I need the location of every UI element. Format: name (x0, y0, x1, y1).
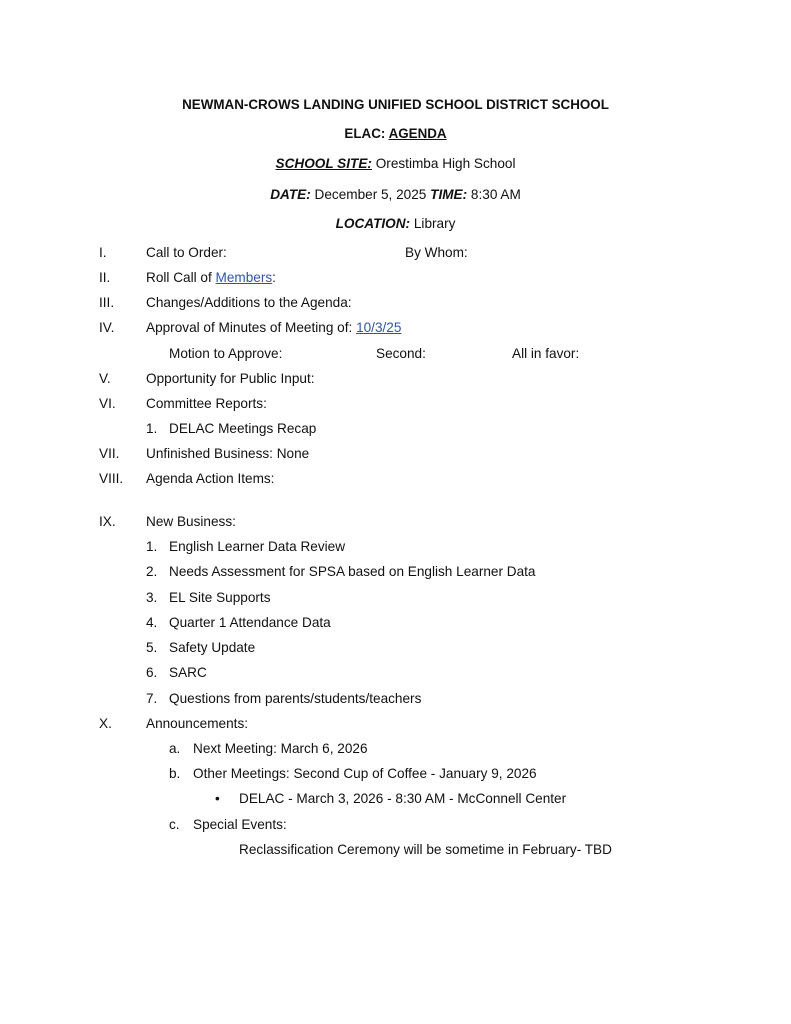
item-text: New Business: (146, 514, 236, 529)
item-number: VIII. (99, 471, 124, 486)
item-number: VII. (99, 446, 120, 461)
elac-agenda-heading (0, 126, 791, 141)
roll-call-prefix: Roll Call of (146, 270, 216, 285)
list-text: DELAC Meetings Recap (169, 421, 317, 436)
district-title: NEWMAN-CROWS LANDING UNIFIED SCHOOL DISTRICT SCHOOL (182, 97, 609, 112)
item-text: Unfinished Business: None (146, 446, 310, 461)
list-text: Other Meetings: Second Cup of Coffee - January 9, 2026 (193, 766, 537, 781)
school-site-value: Orestimba High School (375, 156, 516, 171)
list-text: Safety Update (169, 640, 256, 655)
item-text: Changes/Additions to the Agenda: (146, 295, 352, 310)
agenda-label: AGENDA (388, 126, 447, 141)
item-text: Agenda Action Items: (146, 471, 275, 486)
item-text: Committee Reports: (146, 396, 267, 411)
list-letter: c. (169, 817, 180, 832)
by-whom-label: By Whom: (405, 245, 468, 260)
motion-to-approve-label: Motion to Approve: (169, 346, 283, 361)
school-site-label: SCHOOL SITE: (275, 156, 372, 171)
item-number: II. (99, 270, 111, 285)
members-link[interactable]: Members (215, 270, 273, 285)
bullet-icon: • (215, 791, 220, 806)
item-number: IX. (99, 514, 116, 529)
list-letter: b. (169, 766, 181, 781)
date-time-line (0, 187, 791, 202)
item-number: V. (99, 371, 111, 386)
date-label: DATE: (270, 187, 311, 202)
item-number: VI. (99, 396, 116, 411)
list-number: 3. (146, 590, 158, 605)
list-text: DELAC - March 3, 2026 - 8:30 AM - McConnell Center (239, 791, 567, 806)
location-value: Library (413, 216, 456, 231)
item-text: Call to Order: (146, 245, 227, 260)
list-number: 2. (146, 564, 158, 579)
item-number: X. (99, 716, 112, 731)
list-text: Next Meeting: March 6, 2026 (193, 741, 368, 756)
list-number: 6. (146, 665, 158, 680)
second-label: Second: (376, 346, 426, 361)
item-text (146, 270, 276, 285)
time-value: 8:30 AM (470, 187, 521, 202)
list-text: Quarter 1 Attendance Data (169, 615, 331, 630)
special-event-note: Reclassification Ceremony will be sometime in February- TBD (239, 842, 612, 857)
item-text: Announcements: (146, 716, 249, 731)
school-site-line (0, 156, 791, 171)
list-text: Special Events: (193, 817, 287, 832)
item-number: III. (99, 295, 115, 310)
list-text: EL Site Supports (169, 590, 271, 605)
list-letter: a. (169, 741, 181, 756)
item-text (146, 320, 401, 335)
roll-call-suffix: : (272, 270, 276, 285)
item-number: I. (99, 245, 107, 260)
item-text: Opportunity for Public Input: (146, 371, 315, 386)
list-number: 1. (146, 421, 158, 436)
location-label: LOCATION: (335, 216, 411, 231)
list-text: SARC (169, 665, 207, 680)
list-text: Needs Assessment for SPSA based on English Learner Data (169, 564, 536, 579)
list-number: 1. (146, 539, 158, 554)
approval-prefix: Approval of Minutes of Meeting of: (146, 320, 357, 335)
elac-label: ELAC: (344, 126, 386, 141)
minutes-date-link[interactable]: 10/3/25 (356, 320, 402, 335)
item-number: IV. (99, 320, 115, 335)
list-text: Questions from parents/students/teachers (169, 691, 422, 706)
list-number: 7. (146, 691, 158, 706)
all-in-favor-label: All in favor: (512, 346, 580, 361)
list-text: English Learner Data Review (169, 539, 346, 554)
list-number: 5. (146, 640, 158, 655)
time-label: TIME: (430, 187, 468, 202)
location-line (0, 216, 791, 231)
date-value: December 5, 2025 (314, 187, 427, 202)
list-number: 4. (146, 615, 158, 630)
